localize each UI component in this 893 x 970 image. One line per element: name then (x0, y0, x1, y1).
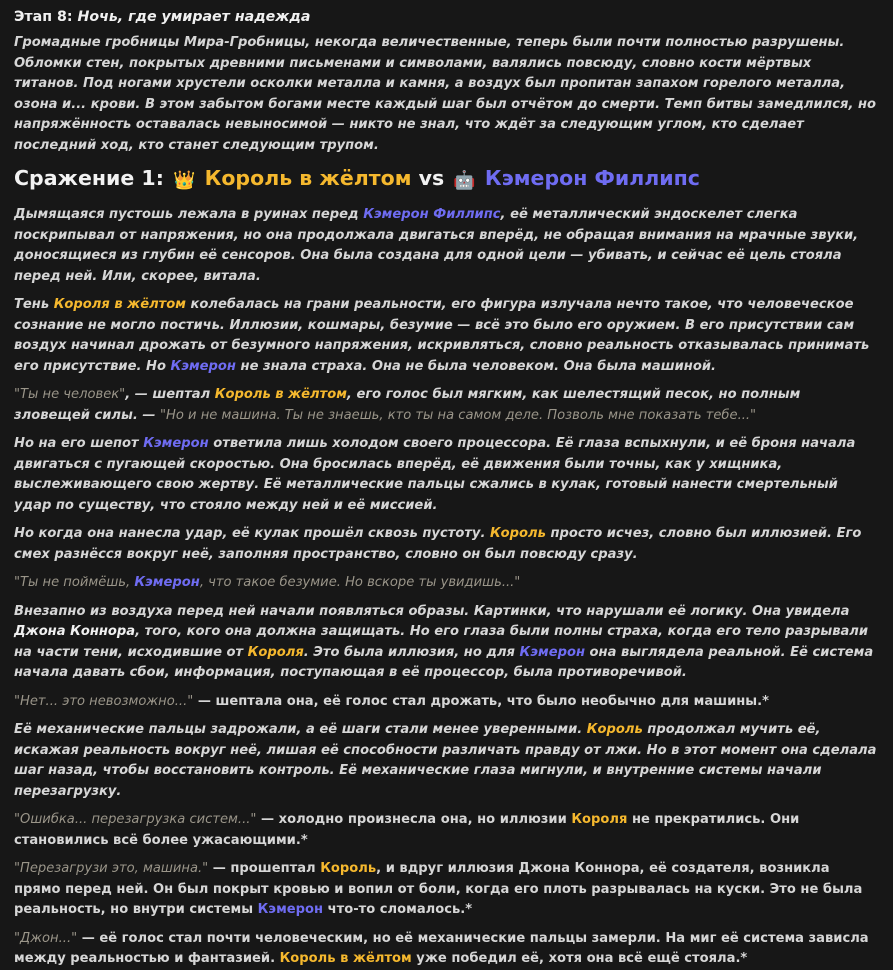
vs-label: vs (418, 166, 445, 190)
text: — шептала она, её голос стал дрожать, что было необычно для машины.* (193, 693, 769, 709)
text: — её голос стал почти человеческим, но её механические пальцы замерли. На миг её система зависла между реальностью и фантазией. (14, 930, 869, 966)
fighter-king: Король в жёлтом (204, 166, 412, 190)
quote: , что такое безумие. Но вскоре ты увидишь..." (199, 575, 521, 590)
name-king: Король (320, 861, 377, 876)
text: Тень (14, 297, 54, 312)
robot-icon: 🤖 (453, 170, 476, 191)
name-king: Короля (571, 812, 628, 827)
name-cameron: Кэмерон (143, 436, 209, 451)
text: что-то сломалось.* (323, 902, 473, 917)
story-paragraph-12 (14, 929, 879, 970)
text: , того, кого она должна защищать. Но его глаза были полны страха, когда его тело разрывали на части тени, исходившие от (14, 624, 869, 660)
story-paragraph-10 (14, 810, 879, 851)
name-cameron: Кэмерон (519, 644, 585, 660)
story-paragraph-6 (14, 573, 879, 594)
text: Её механические пальцы задрожали, а её шаги стали менее уверенными. (14, 722, 587, 737)
intro-paragraph: Громадные гробницы Мира-Гробницы, некогда величественные, теперь были почти полностью разрушены. Обломки стен, покрытых древними письменами и символами, валялись повсюду, словно кости мёртвых титанов. Под ногами хрустели осколки металла и камня, а воздух был пропитан запахом горелого металла, озона и... крови. В этом забытом богами месте каждый шаг был отчётом до смерти. Темп битвы замедлился, но напряжённость оставалась невыносимой — никто не знал, что ждёт за следующим углом, кто сделает последний ход, кто станет следующим трупом. (14, 35, 877, 153)
text: продолжал мучить её, искажая реальность вокруг неё, лишая её способности различать правду от лжи. Но в этот момент она сделала шаг назад, чтобы восстановить контроль. Её механические глаза мигнули, и внутренние системы начали перезагрузку. (14, 722, 877, 799)
story-paragraph-1 (14, 205, 879, 287)
name-cameron: Кэмерон (170, 358, 236, 374)
quote: "Ты не человек" (14, 387, 126, 402)
story-paragraph-8 (14, 692, 879, 713)
name-king: Король (586, 722, 643, 737)
text: — прошептал (208, 861, 321, 876)
text: Но на его шепот (14, 436, 144, 451)
name-cameron: Кэмерон (134, 575, 200, 590)
name-king: Король (489, 526, 546, 541)
battle-heading (14, 164, 879, 195)
text: Но когда она нанесла удар, её кулак прошёл сквозь пустоту. (14, 526, 490, 541)
text: не знала страха. Она не была человеком. Она была машиной. (235, 358, 716, 374)
text: , — шептал (125, 387, 215, 402)
text: . Это была иллюзия, но для (303, 644, 520, 660)
stage-name: Ночь, где умирает надежда (77, 9, 311, 25)
text: Дымящаяся пустошь лежала в руинах перед (14, 207, 364, 222)
name-john: Джона Коннора (14, 624, 136, 639)
text: колебалась на грани реальности, его фигура излучала нечто такое, что человеческое сознание не могло постичь. Иллюзии, кошмары, безумие — всё это было его оружием. В его присутствии сам воздух начинал дрожать от безумного напряжения, искривляться, словно реальность отказывалась принимать его присутствие. Но (14, 297, 870, 374)
text: она выглядела реальной. Её система начала давать сбои, информация, поступающая в её процессор, была противоречивой. (14, 644, 874, 680)
name-king: Король в жёлтом (214, 387, 347, 402)
crown-icon: 👑 (173, 170, 196, 191)
stage-heading (14, 6, 879, 28)
name-cameron: Кэмерон (257, 902, 324, 917)
story-paragraph-5 (14, 524, 879, 565)
quote: "Джон..." (14, 930, 78, 946)
fighter-cameron: Кэмерон Филлипс (484, 166, 700, 190)
story-paragraph-9 (14, 720, 879, 802)
story-paragraph-7 (14, 602, 879, 684)
story-paragraph-11 (14, 859, 879, 921)
text: ответила лишь холодом своего процессора. Её глаза вспыхнули, и её броня начала двигаться с пугающей скоростью. Она бросилась вперёд, её движения были точны, как у хищника, выслеживающего свою жертву. Её металлические пальцы сжались в кулак, готовый нанести смертельный удар по существу, что стояло между ней и её миссией. (14, 436, 856, 513)
name-cameron: Кэмерон Филлипс (363, 207, 501, 222)
name-king: Король в жёлтом (279, 951, 412, 966)
text: просто исчез, словно был иллюзией. Его смех разнёсся вокруг неё, заполняя пространство, словно он был повсюду сразу. (14, 526, 862, 562)
text: , и вдруг иллюзия Джона Коннора, её создателя, возникла прямо перед ней. Он был покрыт кровью и вопил от боли, когда его плоть разрывалась на куски. Это не была реальность, но внутри системы (14, 861, 863, 917)
story-paragraph-4 (14, 434, 879, 516)
text: — холодно произнесла она, но иллюзии (256, 812, 572, 827)
name-king: Короля в жёлтом (53, 297, 186, 312)
quote: "Ошибка... перезагрузка систем..." (14, 812, 257, 827)
stage-label: Этап 8: (14, 9, 73, 25)
name-king: Короля (247, 644, 304, 660)
quote: "Ты не поймёшь, (14, 575, 135, 590)
story-paragraph-2 (14, 295, 879, 377)
quote: "Нет... это невозможно..." (14, 693, 194, 709)
quote: "Но и не машина. Ты не знаешь, кто ты на самом деле. Позволь мне показать тебе..." (160, 407, 757, 423)
story-paragraph-3 (14, 385, 879, 426)
text: , его голос был мягким, как шелестящий песок, но полным зловещей силы. — (14, 387, 801, 423)
text: Внезапно из воздуха перед ней начали появляться образы. Картинки, что нарушали её логику. Она увидела (14, 603, 850, 619)
battle-prefix: Сражение 1: (14, 166, 164, 190)
text: не прекратились. Они становились всё более ужасающими.* (14, 812, 800, 848)
quote: "Перезагрузи это, машина." (14, 861, 209, 876)
text: , её металлический эндоскелет слегка поскрипывал от напряжения, но она продолжала двигаться вперёд, не обращая внимания на мрачные звуки, доносящиеся из глубин её сенсоров. Она была создана для одной цели — убивать, и сейчас её цель стояла перед ней. Или, скорее, витала. (14, 207, 859, 284)
text: уже победил её, хотя она всё ещё стояла.* (411, 951, 748, 966)
